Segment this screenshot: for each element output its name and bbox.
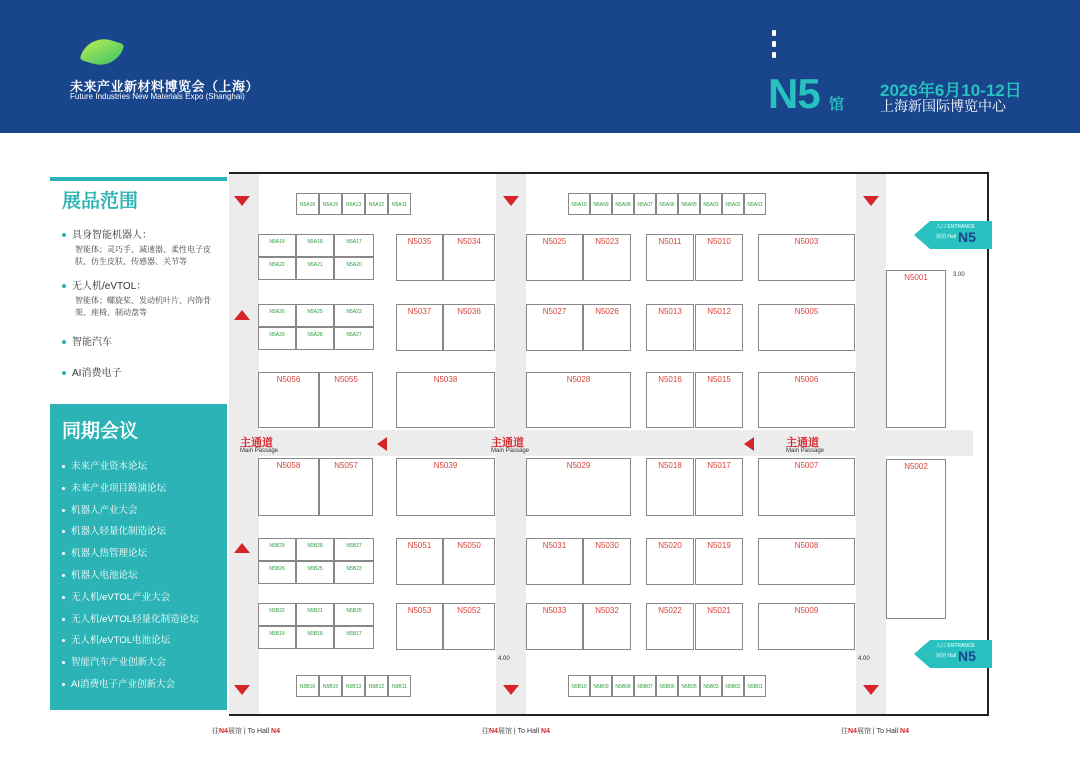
booth[interactable]	[646, 234, 694, 281]
booth[interactable]	[583, 234, 631, 281]
booth[interactable]	[758, 304, 855, 351]
booth-label: N5031	[542, 541, 567, 550]
booth[interactable]	[396, 234, 443, 281]
booth[interactable]	[443, 304, 495, 351]
booth[interactable]	[443, 538, 495, 585]
exhibit-item: 智能汽车	[62, 333, 112, 348]
booth[interactable]	[758, 538, 855, 585]
booth-label: N5028	[566, 375, 591, 384]
arrow-left-icon	[377, 437, 387, 451]
booth[interactable]	[886, 270, 946, 428]
booth-small[interactable]: N5B12	[365, 675, 388, 697]
booth-small[interactable]: N5B03	[700, 675, 722, 697]
bullet-icon	[62, 284, 66, 288]
forum-item: 智能汽车产业创新大会	[62, 654, 166, 668]
booth-small[interactable]: N5A26	[258, 304, 296, 327]
forum-item: 机器人热管理论坛	[62, 545, 147, 559]
booth-small[interactable]: N5B27	[334, 538, 374, 561]
booth-label: N5001	[904, 273, 928, 282]
booth-label: N5057	[334, 461, 358, 470]
booth-label: N5039	[433, 461, 458, 470]
booth-label: N5006	[794, 375, 819, 384]
header-banner	[0, 0, 1080, 133]
booth[interactable]	[646, 538, 694, 585]
leaf-logo-icon	[80, 33, 125, 71]
main-passage	[231, 430, 973, 456]
booth[interactable]	[319, 458, 373, 516]
booth-small[interactable]: N5B07	[634, 675, 656, 697]
booth[interactable]	[319, 372, 373, 428]
booth[interactable]	[396, 372, 495, 428]
booth-label: N5035	[407, 237, 432, 246]
bullet-icon	[62, 233, 66, 237]
booth-small[interactable]: N5A15	[319, 193, 342, 215]
main-passage-en: Main Passage	[240, 448, 279, 454]
booth-small[interactable]: N5B23	[334, 561, 374, 584]
booth-small[interactable]: N5A12	[365, 193, 388, 215]
booth-label: N5018	[658, 461, 682, 470]
booth-small[interactable]: N5A19	[258, 234, 296, 257]
booth-label: N5029	[566, 461, 591, 470]
arrow-down-icon	[503, 685, 519, 695]
booth-small[interactable]: N5B16	[296, 675, 319, 697]
booth-small[interactable]: N5A09	[590, 193, 612, 215]
booth-label: N5010	[707, 237, 731, 246]
booth[interactable]	[695, 603, 743, 650]
exhibit-item: 无人机/eVTOL： 智能体；螺旋桨、发动机叶片、内饰骨架、座椅、制动盘等	[62, 277, 225, 319]
forum-item: 无人机/eVTOL轻量化制造论坛	[62, 611, 199, 625]
booth-small[interactable]: N5B25	[296, 561, 334, 584]
booth[interactable]	[695, 458, 743, 516]
booth-label: N5027	[542, 307, 567, 316]
booth[interactable]	[695, 304, 743, 351]
booth-small[interactable]: N5A25	[296, 304, 334, 327]
exhibit-item: AI消费电子	[62, 364, 121, 379]
booth[interactable]	[396, 603, 443, 650]
booth-label: N5016	[658, 375, 682, 384]
main-passage-en: Main Passage	[491, 448, 530, 454]
booth-small[interactable]: N5B11	[388, 675, 411, 697]
booth-label: N5053	[407, 606, 432, 615]
booth-label: N5037	[407, 307, 432, 316]
forum-item: 无人机/eVTOL产业大会	[62, 589, 170, 603]
booth-label: N5019	[707, 541, 731, 550]
booth-label: N5023	[595, 237, 619, 246]
booth-label: N5034	[457, 237, 481, 246]
forum-item: 机器人轻量化制造论坛	[62, 523, 166, 537]
to-hall-n4-label: 往N4展馆 | To Hall N4	[212, 728, 280, 735]
booth[interactable]	[583, 603, 631, 650]
entrance-marker: 入口 ENTRANCE 展馆 Hall N5	[914, 640, 992, 668]
entrance-arrow-icon	[914, 221, 930, 249]
booth-label: N5030	[595, 541, 619, 550]
entrance-marker: 入口 ENTRANCE 展馆 Hall N5	[914, 221, 992, 249]
expo-venue: 上海新国际博览中心	[880, 98, 1006, 114]
booth-label: N5055	[334, 375, 358, 384]
booth-label: N5025	[542, 237, 567, 246]
bullet-icon	[62, 340, 66, 344]
arrow-down-icon	[503, 196, 519, 206]
booth-label: N5007	[794, 461, 819, 470]
booth-small[interactable]: N5A27	[334, 327, 374, 350]
booth-small[interactable]: N5A06	[656, 193, 678, 215]
booth-small[interactable]: N5A10	[568, 193, 590, 215]
forum-title: 同期会议	[62, 421, 139, 442]
booth-label: N5022	[658, 606, 682, 615]
decor-dots-icon	[772, 30, 778, 60]
booth[interactable]	[758, 234, 855, 281]
booth-label: N5058	[276, 461, 301, 470]
arrow-up-icon	[234, 310, 250, 320]
booth-label: N5050	[457, 541, 481, 550]
booth[interactable]	[526, 372, 631, 428]
booth[interactable]	[526, 603, 583, 650]
arrow-down-icon	[863, 196, 879, 206]
booth-small[interactable]: N5B01	[744, 675, 766, 697]
booth-label: N5012	[707, 307, 731, 316]
expo-title-cn: 未来产业新材料博览会（上海）	[70, 79, 260, 94]
booth[interactable]	[758, 372, 855, 428]
dimension-label: 3.00	[953, 272, 965, 278]
booth[interactable]	[646, 458, 694, 516]
booth-small[interactable]: N5A23	[334, 304, 374, 327]
booth[interactable]	[583, 304, 631, 351]
booth[interactable]	[258, 372, 319, 428]
bullet-icon	[62, 371, 66, 375]
arrow-up-icon	[234, 543, 250, 553]
booth-label: N5013	[658, 307, 682, 316]
booth-small[interactable]: N5B22	[258, 603, 296, 626]
arrow-down-icon	[863, 685, 879, 695]
booth-label: N5005	[794, 307, 819, 316]
hall-suffix: 馆	[829, 96, 845, 113]
booth-small[interactable]: N5B09	[590, 675, 612, 697]
booth-label: N5032	[595, 606, 619, 615]
entrance-arrow-icon	[914, 640, 930, 668]
booth[interactable]	[526, 538, 583, 585]
booth-small[interactable]: N5B05	[678, 675, 700, 697]
booth-label: N5002	[904, 462, 928, 471]
main-passage-label: 主通道	[786, 437, 819, 449]
booth[interactable]	[695, 538, 743, 585]
booth-small[interactable]: N5B29	[258, 538, 296, 561]
booth-small[interactable]: N5B19	[258, 626, 296, 649]
booth-small[interactable]: N5A01	[744, 193, 766, 215]
booth[interactable]	[526, 304, 583, 351]
booth[interactable]	[646, 372, 694, 428]
booth-small[interactable]: N5B18	[296, 626, 334, 649]
booth-label: N5033	[542, 606, 567, 615]
booth-small[interactable]: N5B20	[334, 603, 374, 626]
booth-small[interactable]: N5A21	[296, 257, 334, 280]
booth-label: N5052	[457, 606, 481, 615]
booth[interactable]	[583, 538, 631, 585]
booth[interactable]	[443, 603, 495, 650]
forum-item: 机器人电池论坛	[62, 567, 138, 581]
main-passage-en: Main Passage	[786, 448, 825, 454]
booth-small[interactable]: N5A16	[296, 193, 319, 215]
booth-label: N5051	[407, 541, 432, 550]
booth[interactable]	[695, 372, 743, 428]
hall-number: N5	[768, 70, 820, 117]
booth-label: N5015	[707, 375, 731, 384]
booth[interactable]	[886, 459, 946, 619]
booth-small[interactable]: N5A22	[258, 257, 296, 280]
forum-item: 未来产业项目路演论坛	[62, 480, 166, 494]
booth-small[interactable]: N5B21	[296, 603, 334, 626]
booth-small[interactable]: N5B28	[296, 538, 334, 561]
main-passage-label: 主通道	[491, 437, 524, 449]
booth[interactable]	[396, 304, 443, 351]
booth-small[interactable]: N5A07	[634, 193, 656, 215]
booth-small[interactable]: N5A03	[700, 193, 722, 215]
booth-small[interactable]: N5A02	[722, 193, 744, 215]
booth-label: N5056	[276, 375, 301, 384]
booth[interactable]	[526, 458, 631, 516]
booth-label: N5011	[658, 237, 682, 246]
booth-small[interactable]: N5B10	[568, 675, 590, 697]
forum-item: 机器人产业大会	[62, 502, 138, 516]
dimension-label: 4.00	[498, 656, 510, 662]
booth[interactable]	[758, 603, 855, 650]
booth-label: N5021	[707, 606, 731, 615]
booth-small[interactable]: N5B13	[342, 675, 365, 697]
booth-label: N5026	[595, 307, 619, 316]
forum-item: AI消费电子产业创新大会	[62, 676, 175, 690]
booth[interactable]	[526, 234, 583, 281]
to-hall-n4-label: 往N4展馆 | To Hall N4	[482, 728, 550, 735]
booth[interactable]	[258, 458, 319, 516]
to-hall-n4-label: 往N4展馆 | To Hall N4	[841, 728, 909, 735]
booth-small[interactable]: N5A08	[612, 193, 634, 215]
booth-small[interactable]: N5B15	[319, 675, 342, 697]
forum-item: 无人机/eVTOL电池论坛	[62, 632, 170, 646]
booth-small[interactable]: N5A13	[342, 193, 365, 215]
booth-small[interactable]: N5B26	[258, 561, 296, 584]
dimension-label: 4.00	[858, 656, 870, 662]
booth[interactable]	[396, 458, 495, 516]
booth-label: N5008	[794, 541, 819, 550]
expo-title-en: Future Industries New Materials Expo (Shanghai)	[70, 92, 245, 101]
booth[interactable]	[646, 304, 694, 351]
booth[interactable]	[758, 458, 855, 516]
booth-label: N5017	[707, 461, 731, 470]
arrow-down-icon	[234, 196, 250, 206]
booth-label: N5003	[794, 237, 819, 246]
booth-small[interactable]: N5A28	[296, 327, 334, 350]
booth-small[interactable]: N5B08	[612, 675, 634, 697]
booth-label: N5036	[457, 307, 481, 316]
booth[interactable]	[646, 603, 694, 650]
booth-label: N5009	[794, 606, 819, 615]
booth-small[interactable]: N5A17	[334, 234, 374, 257]
forum-item: 未来产业资本论坛	[62, 458, 147, 472]
booth-small[interactable]: N5B02	[722, 675, 744, 697]
exhibit-item: 具身智能机器人： 智能体；灵巧手、减速器、柔性电子皮肤、仿生皮肤、传感器、关节等	[62, 226, 225, 268]
main-passage-label: 主通道	[240, 437, 273, 449]
booth-small[interactable]: N5A11	[388, 193, 411, 215]
booth-small[interactable]: N5B06	[656, 675, 678, 697]
booth-label: N5020	[658, 541, 682, 550]
exhibit-scope-title: 展品范围	[62, 191, 139, 212]
booth-small[interactable]: N5A29	[258, 327, 296, 350]
booth[interactable]	[695, 234, 743, 281]
booth-label: N5038	[433, 375, 458, 384]
booth[interactable]	[443, 234, 495, 281]
arrow-down-icon	[234, 685, 250, 695]
booth-small[interactable]: N5B17	[334, 626, 374, 649]
booth-small[interactable]: N5A05	[678, 193, 700, 215]
booth-small[interactable]: N5A18	[296, 234, 334, 257]
booth-small[interactable]: N5A20	[334, 257, 374, 280]
expo-date: 2026年6月10-12日	[880, 81, 1022, 100]
arrow-left-icon	[744, 437, 754, 451]
booth[interactable]	[396, 538, 443, 585]
